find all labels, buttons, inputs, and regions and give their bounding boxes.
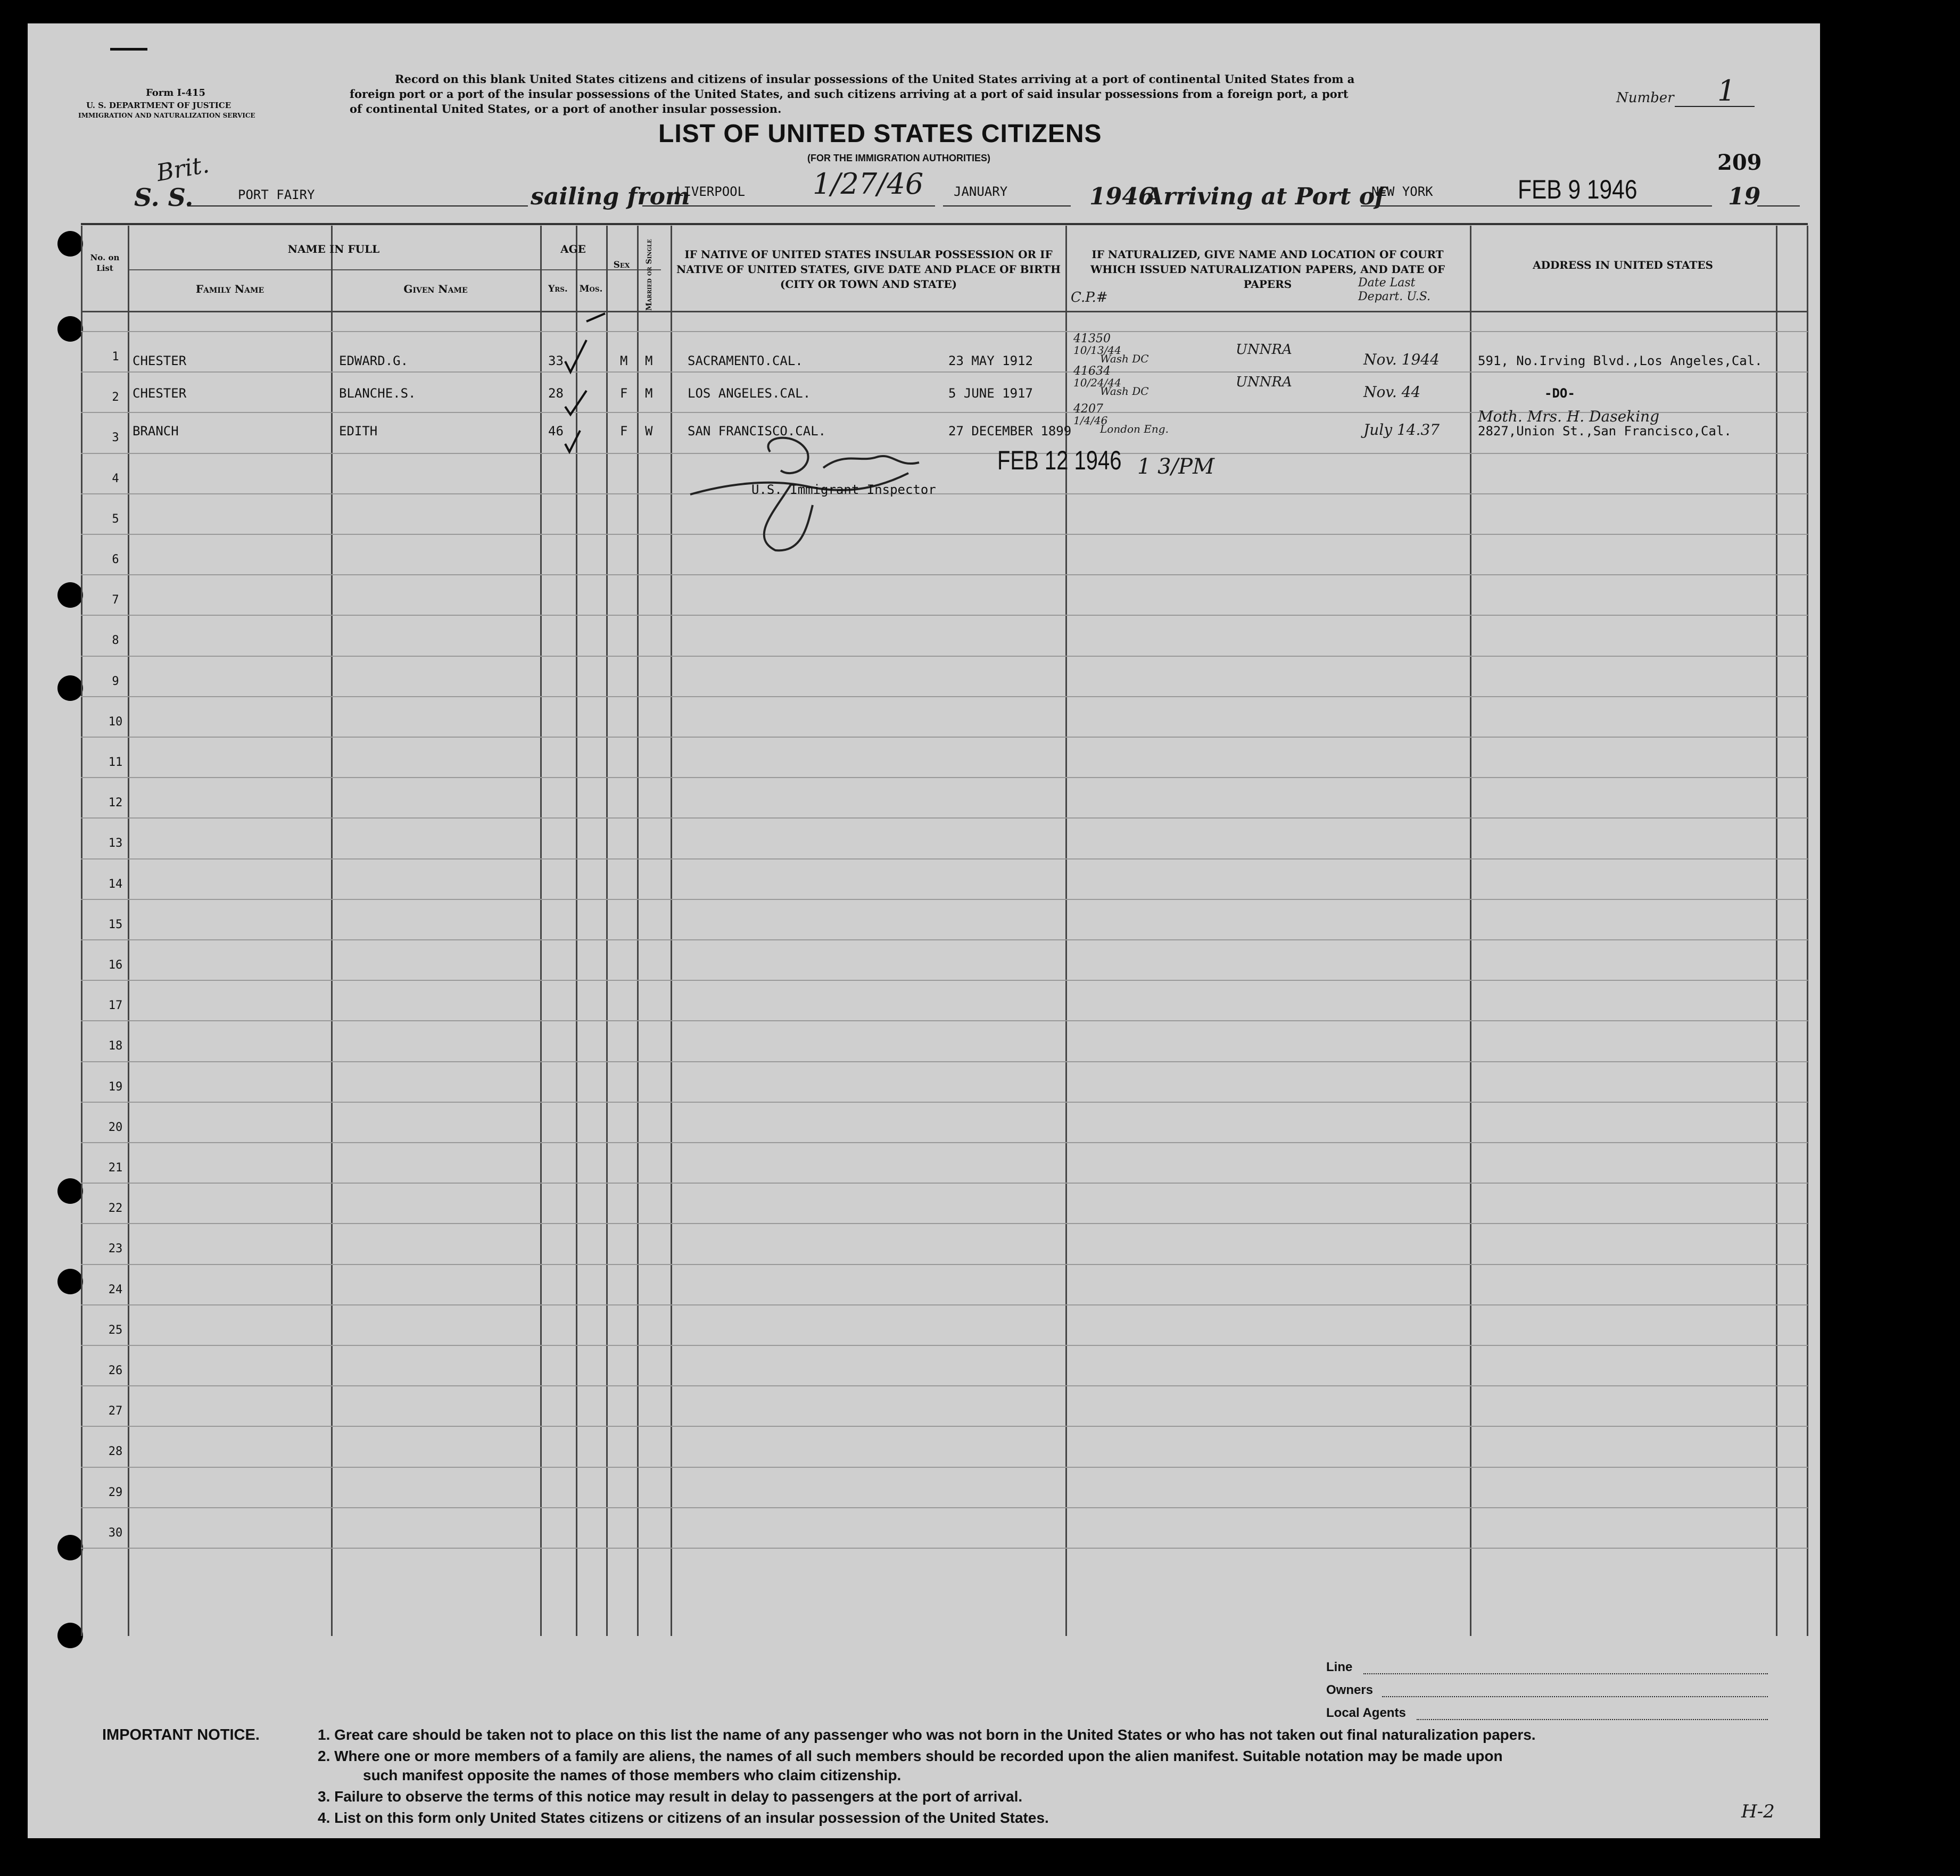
row-number: 30 [108, 1526, 123, 1540]
row-number: 21 [108, 1161, 123, 1175]
row-rule [81, 331, 1808, 332]
sailing-date-handwritten: 1/27/46 [813, 167, 924, 201]
row-number: 6 [112, 553, 119, 566]
table-top-border [81, 223, 1808, 225]
handwritten-cp: 4207 [1073, 402, 1103, 416]
cell-given: EDWARD.G. [339, 353, 409, 368]
handwritten-last-depart: July 14.37 [1363, 421, 1440, 439]
handwritten-last-depart: Nov. 1944 [1363, 351, 1440, 368]
manifest-sheet [28, 23, 1820, 1838]
page-number: 209 [1717, 150, 1762, 175]
row-number: 5 [112, 513, 119, 526]
number-value: 1 [1717, 74, 1736, 108]
handwritten-cp-place: Wash DC [1100, 385, 1149, 398]
row-rule [81, 737, 1808, 738]
notice-item-2: 2. Where one or more members of a family are aliens, the names of all such members should be recorded upon the alien manifest. Suitable notation may be made upon [318, 1748, 1503, 1764]
row-number: 20 [108, 1121, 123, 1134]
row-number: 26 [108, 1364, 123, 1377]
row-number: 16 [108, 958, 123, 972]
row-rule [81, 1102, 1808, 1103]
row-rule [81, 1304, 1808, 1305]
footer-line-label: Line [1326, 1660, 1353, 1674]
footer-owners-label: Owners [1326, 1683, 1374, 1697]
row-number: 7 [112, 593, 119, 607]
row-rule [81, 574, 1808, 575]
corner-mark: H-2 [1741, 1801, 1775, 1822]
inspector-stamp: FEB 12 1946 [997, 445, 1122, 475]
punch-hole [57, 1623, 83, 1648]
cell-sex: F [620, 424, 628, 439]
row-rule [81, 1020, 1808, 1021]
row-number: 29 [108, 1486, 123, 1499]
row-rule [81, 1548, 1808, 1549]
port-to: NEW YORK [1371, 184, 1433, 199]
footer-local-agents-rule [1417, 1719, 1768, 1720]
row-rule [81, 858, 1808, 860]
cell-age: 28 [548, 386, 564, 401]
header-naturalized: IF NATURALIZED, GIVE NAME AND LOCATION OF COURT WHICH ISSUED NATURALIZATION PAPERS, AND DATE OF PAPERS [1090, 248, 1445, 291]
instruction-line: of continental United States, or a port of another insular possession. [350, 102, 782, 115]
row-number: 13 [108, 837, 123, 850]
row-number: 15 [108, 918, 123, 931]
handwritten-org: UNNRA [1236, 342, 1292, 358]
punch-hole [57, 1535, 83, 1560]
cell-sex: M [620, 353, 628, 368]
header-given-name: Given Name [403, 283, 468, 295]
row-rule [81, 899, 1808, 900]
row-rule [81, 939, 1808, 940]
row-number: 14 [108, 878, 123, 891]
header-address: ADDRESS IN UNITED STATES [1533, 259, 1713, 271]
sailing-label: sailing from [531, 183, 690, 210]
row-rule [81, 615, 1808, 616]
row-number: 4 [112, 472, 119, 485]
row-rule [81, 1426, 1808, 1427]
cp-note: C.P.# [1071, 290, 1108, 305]
cell-birthplace: LOS ANGELES.CAL. [688, 386, 811, 401]
row-rule [81, 1142, 1808, 1143]
footer-line-rule [1363, 1673, 1768, 1674]
cell-birthplace: SAN FRANCISCO.CAL. [688, 424, 826, 439]
header-yrs: Yrs. [548, 284, 568, 294]
cell-marital: M [645, 386, 653, 401]
row-rule [81, 817, 1808, 819]
cell-given: BLANCHE.S. [339, 386, 416, 401]
row-rule [81, 1385, 1808, 1386]
row-number: 24 [108, 1283, 123, 1296]
punch-hole [57, 231, 83, 257]
row-number: 1 [112, 350, 119, 363]
year-suffix: 19 [1728, 183, 1761, 210]
instruction-line: Record on this blank United States citizens and citizens of insular possessions of the United States arriving at a port of continental United States from a [395, 72, 1355, 86]
handwritten-cp-date: 1/4/46 [1073, 414, 1108, 427]
row-number: 17 [108, 999, 123, 1012]
notice-item-1: 1. Great care should be taken not to place on this list the name of any passenger who was not born in the United States or who has not taken out final naturalization papers. [318, 1726, 1536, 1743]
page-subtitle: (FOR THE IMMIGRATION AUTHORITIES) [807, 153, 990, 163]
handwritten-cp: 41350 [1073, 332, 1111, 345]
handwritten-cp-place: Wash DC [1100, 352, 1149, 365]
handwritten-cp-date: 10/13/44 [1073, 344, 1121, 357]
row-rule [81, 656, 1808, 657]
footer-owners-rule [1382, 1696, 1768, 1697]
row-number: 12 [108, 796, 123, 809]
cell-birthdate: 23 MAY 1912 [948, 353, 1033, 368]
agency-line2: IMMIGRATION AND NATURALIZATION SERVICE [78, 112, 255, 119]
row-rule [81, 371, 1808, 373]
cell-address: 2827,Union St.,San Francisco,Cal. [1478, 424, 1732, 439]
handwritten-org: UNNRA [1236, 374, 1292, 390]
header-married-or-single: Married or Single [645, 239, 654, 311]
row-rule [81, 1223, 1808, 1224]
handwritten-last-depart: Nov. 44 [1363, 383, 1421, 401]
vessel-flag: Brit. [154, 151, 211, 187]
ss-label: S. S. [134, 183, 194, 212]
row-rule [81, 1467, 1808, 1468]
notice-item-2-cont: such manifest opposite the names of those members who claim citizenship. [363, 1767, 902, 1783]
handwritten-cp-date: 10/24/44 [1073, 376, 1121, 389]
row-number: 23 [108, 1242, 123, 1255]
top-dash [110, 48, 147, 51]
cell-family: BRANCH [133, 424, 179, 439]
punch-hole [57, 1178, 83, 1204]
row-rule [81, 1507, 1808, 1508]
cell-address: -DO- [1544, 386, 1575, 401]
punch-hole [57, 675, 83, 701]
header-sex: Sex [613, 260, 630, 270]
inspector-hand-note: 1 3/PM [1137, 454, 1214, 479]
row-rule [81, 1183, 1808, 1184]
handwritten-cp: 41634 [1073, 365, 1111, 378]
row-number: 3 [112, 431, 119, 444]
cell-age: 46 [548, 424, 564, 439]
header-age: AGE [560, 243, 586, 255]
arriving-label: Arriving at Port of [1145, 183, 1385, 210]
cell-marital: M [645, 353, 653, 368]
instruction-line: foreign port or a port of the insular possessions of the United States, and such citizens arriving at a port of said insular possessions from a foreign port, a port [350, 87, 1349, 101]
row-number: 8 [112, 634, 119, 647]
row-rule [81, 1264, 1808, 1265]
cell-given: EDITH [339, 424, 378, 439]
header-no-on-list: No. on List [90, 253, 120, 273]
punch-hole [57, 1269, 83, 1294]
header-name-in-full: NAME IN FULL [287, 243, 380, 255]
header-family-name: Family Name [195, 283, 264, 295]
cell-sex: F [620, 386, 628, 401]
punch-hole [57, 316, 83, 342]
form-number: Form I-415 [146, 87, 206, 98]
number-label: Number [1616, 90, 1674, 106]
row-rule [81, 980, 1808, 981]
footer-local-agents-label: Local Agents [1326, 1706, 1406, 1720]
handwritten-address-note: Moth. Mrs. H. Daseking [1478, 408, 1660, 425]
cell-marital: W [645, 424, 653, 439]
notice-item-3: 3. Failure to observe the terms of this notice may result in delay to passengers at the port of arrival. [318, 1788, 1023, 1805]
row-number: 18 [108, 1039, 123, 1053]
vessel-name: PORT FAIRY [238, 187, 315, 202]
row-number: 25 [108, 1324, 123, 1337]
row-rule [81, 777, 1808, 778]
row-rule [81, 696, 1808, 697]
age-checkmarks [560, 311, 640, 470]
page-title: LIST OF UNITED STATES CITIZENS [658, 120, 1102, 148]
inspector-title: U.S. Immigrant Inspector [751, 482, 936, 497]
arrival-stamp: FEB 9 1946 [1518, 175, 1638, 204]
row-number: 2 [112, 391, 119, 404]
row-rule [81, 1345, 1808, 1346]
sailing-month: JANUARY [954, 184, 1008, 199]
header-bottom-border [81, 311, 1808, 312]
row-number: 11 [108, 756, 123, 769]
header-native: IF NATIVE OF UNITED STATES INSULAR POSSESSION OR IF NATIVE OF UNITED STATES, GIVE DATE AND PLACE OF BIRTH (CITY OR TOWN AND STATE) [676, 248, 1061, 291]
cell-birthplace: SACRAMENTO.CAL. [688, 353, 803, 368]
row-number: 27 [108, 1404, 123, 1418]
cell-family: CHESTER [133, 353, 187, 368]
cell-birthdate: 5 JUNE 1917 [948, 386, 1033, 401]
cell-family: CHESTER [133, 386, 187, 401]
row-number: 10 [108, 715, 123, 729]
sailing-year: 1946 [1089, 183, 1155, 210]
agency-line1: U. S. DEPARTMENT OF JUSTICE [86, 101, 231, 110]
cell-birthdate: 27 DECEMBER 1899 [948, 424, 1072, 439]
handwritten-cp-place: London Eng. [1100, 423, 1169, 435]
header-mos: Mos. [579, 284, 603, 294]
cell-address: 591, No.Irving Blvd.,Los Angeles,Cal. [1478, 353, 1763, 368]
row-number: 28 [108, 1445, 123, 1458]
cell-age: 33 [548, 353, 564, 368]
punch-hole [57, 582, 83, 608]
date-last-depart-note: Date Last Depart. U.S. [1358, 276, 1430, 303]
notice-item-4: 4. List on this form only United States citizens or citizens of an insular possession of the United States. [318, 1809, 1049, 1826]
port-from: LIVERPOOL [676, 184, 746, 199]
row-number: 9 [112, 675, 119, 688]
row-number: 19 [108, 1080, 123, 1094]
row-rule [81, 1061, 1808, 1062]
notice-title: IMPORTANT NOTICE. [102, 1726, 260, 1743]
row-number: 22 [108, 1202, 123, 1215]
